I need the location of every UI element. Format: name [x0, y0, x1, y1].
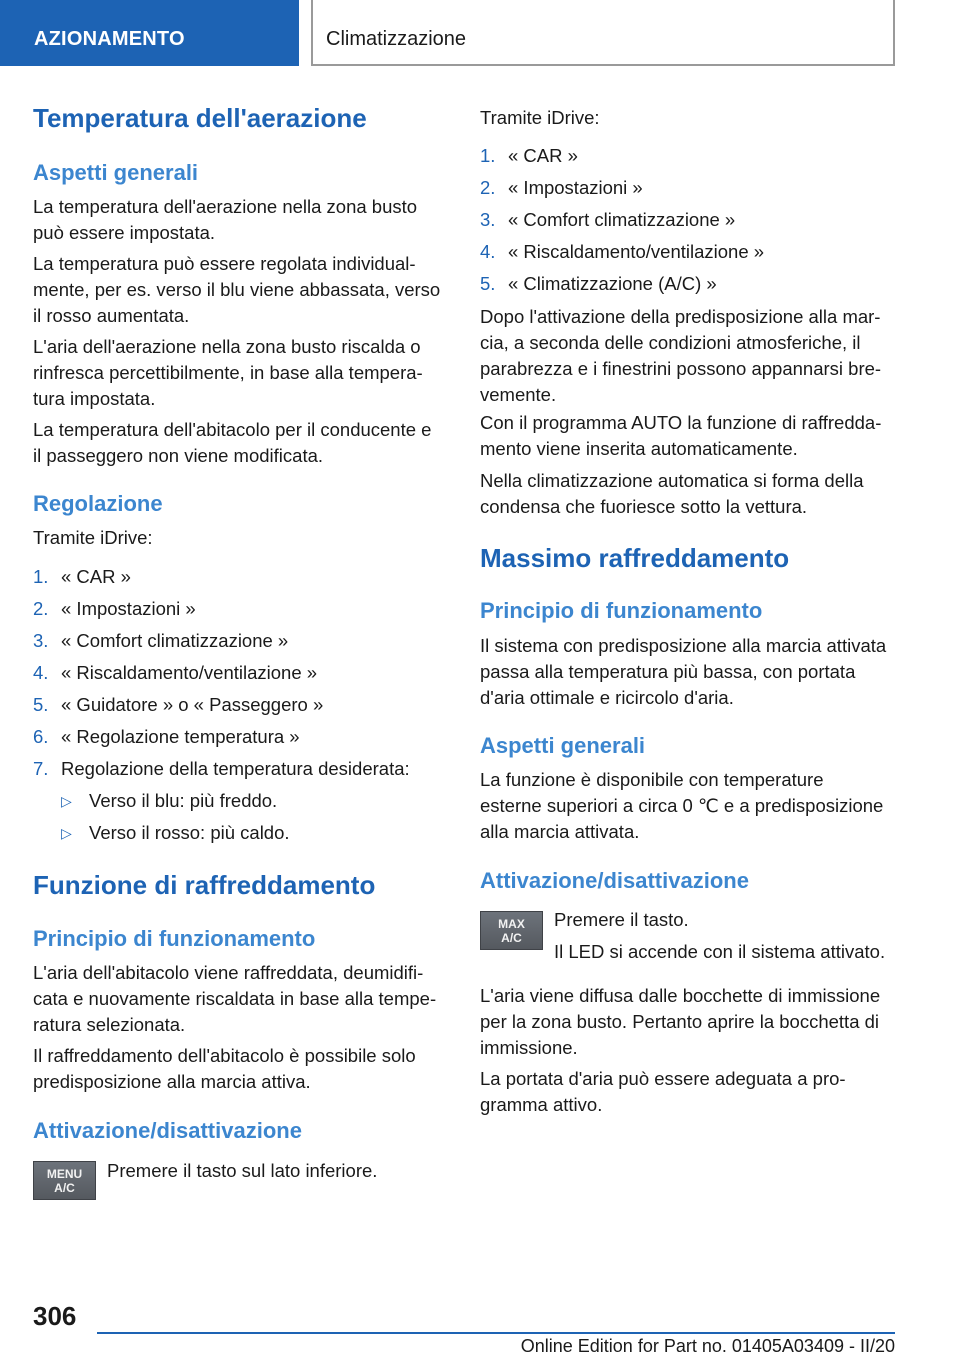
- heading-regolazione: Regolazione: [33, 491, 163, 516]
- paragraph-general: La funzione è disponibile con temperature esterne superiori a circa 0 ℃ e a predisposizione alla marcia attivata.: [480, 769, 884, 842]
- paragraph-principle-2: Il raffreddamento dell'abitacolo è possibile solo predisposizione alla marcia attiva.: [33, 1045, 416, 1092]
- footer-divider: [97, 1332, 895, 1334]
- heading-principio-funzionamento: Principio di funzionamento: [480, 598, 763, 623]
- paragraph-principle: Il sistema con predisposizione alla marcia attivata passa alla temperatura più bassa, con portata d'aria ottimale e ricircolo d'aria.: [480, 635, 887, 708]
- activation-text: Premere il tasto sul lato inferiore.: [107, 1160, 378, 1181]
- heading-attivazione: Attivazione/disattivazione: [33, 1118, 302, 1143]
- chapter-title: Climatizzazione: [326, 28, 467, 50]
- activation-text-1: Premere il tasto.: [554, 909, 689, 930]
- paragraph-general-2: La temperatura può essere regolata individual- mente, per es. verso il blu viene abbassata, verso il rosso aumentata.: [33, 253, 441, 326]
- paragraph-principle-1: L'aria dell'abitacolo viene raffreddata, deumidifi- cata e nuovamente riscaldata in base alla tempe- ratura selezionata.: [33, 962, 437, 1035]
- footer-edition: Online Edition for Part no. 01405A03409 - II/20: [520, 1336, 895, 1356]
- heading-attivazione: Attivazione/disattivazione: [480, 868, 749, 893]
- heading-funzione-raffreddamento: Funzione di raffreddamento: [33, 870, 376, 900]
- paragraph-final-1: L'aria viene diffusa dalle bocchette di immissione per la zona busto. Pertanto aprire la bocchetta di immissione.: [480, 985, 881, 1058]
- menu-ac-button-icon: MENU A/C: [33, 1161, 96, 1200]
- paragraph-after-2: Con il programma AUTO la funzione di raffredda- mento viene inserita automaticamente.: [480, 412, 882, 459]
- idrive-intro: Tramite iDrive:: [480, 107, 600, 128]
- paragraph-after-1: Dopo l'attivazione della predisposizione alla mar- cia, a seconda delle condizioni atmosferiche, il parabrezza e i finestrini possono appannarsi bre- vemente.: [480, 306, 882, 405]
- paragraph-general-1: La temperatura dell'aerazione nella zona busto può essere impostata.: [33, 196, 418, 243]
- heading-aspetti-generali: Aspetti generali: [33, 160, 199, 185]
- paragraph-final-2: La portata d'aria può essere adeguata a pro- gramma attivo.: [480, 1068, 846, 1115]
- heading-principio-funzionamento: Principio di funzionamento: [33, 926, 316, 951]
- page-number: 306: [33, 1301, 77, 1331]
- section-tab: [0, 0, 299, 66]
- section-title: AZIONAMENTO: [34, 28, 185, 50]
- adjust-intro: Tramite iDrive:: [33, 527, 153, 548]
- paragraph-general-4: La temperatura dell'abitacolo per il conducente e il passeggero non viene modificata.: [33, 419, 432, 466]
- paragraph-after-3: Nella climatizzazione automatica si forma della condensa che fuoriesce sotto la vettura.: [480, 470, 864, 517]
- chapter-tab: [311, 0, 895, 66]
- heading-massimo-raffreddamento: Massimo raffreddamento: [480, 543, 790, 573]
- max-ac-button-icon: MAX A/C: [480, 911, 543, 950]
- triangle-bullet-icon: ▷: [61, 825, 72, 841]
- paragraph-general-3: L'aria dell'aerazione nella zona busto riscalda o rinfresca percettibilmente, in base alla tempera- tura impostata.: [33, 336, 423, 409]
- triangle-bullet-icon: ▷: [61, 793, 72, 809]
- heading-aspetti-generali: Aspetti generali: [480, 733, 646, 758]
- activation-text-2: Il LED si accende con il sistema attivato.: [554, 941, 886, 962]
- heading-temperatura-aerazione: Temperatura dell'aerazione: [33, 103, 367, 133]
